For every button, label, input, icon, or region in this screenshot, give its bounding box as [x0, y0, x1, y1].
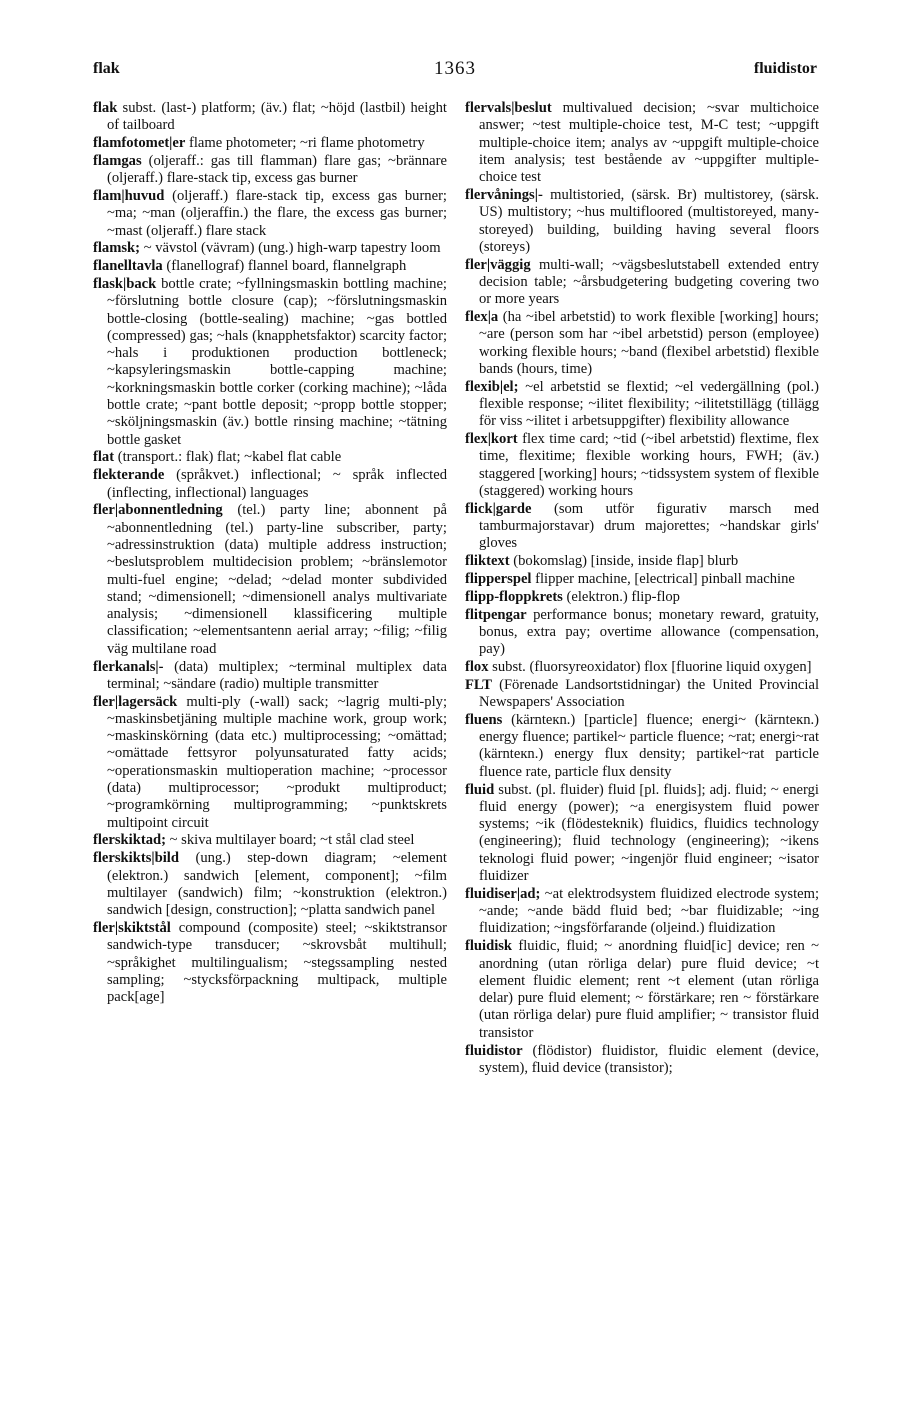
entry-definition: ~el arbetstid se flextid; ~el vedergällning (pol.) flexible response; ~ilitet flexibility; ~ilitetstillägg (tillägg för viss ~ilitet i arbetsuppgifter) flexibility allowance — [479, 378, 819, 430]
headword: flak — [93, 100, 118, 116]
entry-definition: flipper machine, [electrical] pinball machine — [535, 571, 795, 588]
headword: flex|kort — [465, 431, 518, 448]
headword: flipperspel — [465, 571, 532, 588]
headword: flamfotomet|er — [93, 135, 186, 152]
running-header — [93, 60, 817, 84]
dictionary-entry — [93, 920, 447, 1006]
headword: fluid — [465, 781, 495, 798]
headword: flex|a — [465, 309, 499, 326]
entry-definition: (kärnteкn.) [particle] fluence; energi~ (kärnteкn.) energy fluence; partikel~ particle fluence; ~rat; energi~rat (kärnteкn.) energy flux density; partikel~rat particle fluence rate, particle flux density — [479, 711, 820, 780]
dictionary-entry — [465, 589, 819, 606]
headword: flask|back — [93, 275, 157, 292]
headword: flerskikts|bild — [93, 850, 179, 867]
headword: flexib|el; — [465, 378, 519, 395]
headword: fluens — [465, 711, 503, 728]
dictionary-entry — [465, 553, 819, 570]
dictionary-entry — [465, 938, 819, 1042]
entry-definition: (ha ~ibel arbetstid) to work flexible [working] hours; ~are (person som har ~ibel arbetstid) person (employee) working flexible hours; ~band (flexibel arbetstid) flexible bands (hours, time) — [479, 309, 819, 377]
headword: flerskiktad; — [93, 832, 166, 849]
headword: flam|huvud — [93, 187, 165, 204]
entry-definition: (transport.: flak) flat; ~kabel flat cable — [117, 449, 342, 466]
dictionary-entry — [93, 850, 447, 919]
entry-definition: (flanellograf) flannel board, flannelgraph — [166, 258, 407, 275]
dictionary-entry — [465, 100, 819, 186]
dictionary-entry — [93, 276, 447, 449]
entry-definition: (elektron.) flip-flop — [566, 588, 680, 605]
entry-definition: (bokomslag) [inside, inside flap] blurb — [513, 553, 739, 570]
entry-definition: (Förenade Landsortstidningar) the United Provincial Newspapers' Association — [479, 676, 819, 711]
headword: flerkanals|- — [93, 658, 164, 675]
headword: fler|väggig — [465, 256, 531, 273]
page-number: 1363 — [434, 58, 476, 79]
dictionary-entry — [465, 257, 819, 309]
dictionary-entry — [93, 694, 447, 832]
entry-definition: fluidic, fluid; ~ anordning fluid[ic] device; ren ~ anordning (utan rörliga delar) pure fluid device; ~t element fluidic element; rent ~t element (utan rörliga delar) pure fluid element; ~ förstärkare; ren ~ förstärkare (utan rörliga delar) pure fluid amplifier; ~ transistor fluid transistor — [479, 938, 820, 1041]
entry-definition: (oljeraff.: gas till flamman) flare gas; ~brännare (oljeraff.) flare-stack tip, excess gas burner — [107, 152, 447, 187]
dictionary-entry — [93, 467, 447, 502]
entry-definition: (flödistor) fluidistor, fluidic element (device, system), fluid device (transistor); — [479, 1042, 819, 1076]
headword: fler|abonnentledning — [93, 502, 223, 519]
dictionary-entry — [465, 187, 819, 256]
entry-definition: compound (composite) steel; ~skiktstransor sandwich-type transducer; ~skrovsbåt multihull; ~språkighet multilingualism; ~stegssampling nested sampling; ~stycksförpackning multipack, multiple pack[age] — [107, 919, 447, 1006]
headword: flervånings|- — [465, 186, 543, 203]
entry-definition: multistoried, (särsk. Br) multistorey, (särsk. US) multistory; ~hus multifloored (multistoreyed, many-storeyed) building, building having several floors (storeys) — [479, 186, 819, 255]
guide-word-right: fluidistor — [753, 60, 817, 77]
entry-definition: multivalued decision; ~svar multichoice answer; ~test multiple-choice test, M-C test; ~uppgift multiple-choice item; analys av ~uppgift multiple-choice item analysis; test bestående av ~uppgifter multiple-choice test — [479, 100, 819, 186]
dictionary-entry — [465, 712, 819, 781]
dictionary-entry — [93, 659, 447, 694]
headword: flamgas — [93, 152, 142, 169]
headword: flick|garde — [465, 500, 532, 517]
guide-word-left: flak — [93, 60, 120, 77]
dictionary-entry — [465, 1043, 819, 1078]
dictionary-entry — [93, 240, 447, 257]
entry-definition: (tel.) party line; abonnent på ~abonnentledning (tel.) party-line subscriber, party; ~adressinstruktion (data) multiple address instruction; ~beslutsproblem multidecision problem; ~bränslemotor multi-fuel engine; ~delad; ~delad monter subdivided stand; ~dimensionell; ~dimensionell analys multivariate analysis; ~dimensionell klassificering multiple classification; ~elementsantenn aerial array; ~filig; ~filig väg multilane road — [107, 502, 447, 657]
dictionary-entry — [93, 188, 447, 240]
headword: fliktext — [465, 553, 510, 570]
headword: flat — [93, 449, 115, 466]
dictionary-entry — [93, 153, 447, 188]
headword: flox — [465, 659, 489, 675]
headword: flamsk; — [93, 240, 141, 257]
right-column — [465, 100, 819, 1078]
headword: fluidiser|ad; — [465, 885, 541, 902]
dictionary-entry — [465, 886, 819, 938]
headword: flipp-floppkrets — [465, 588, 563, 605]
dictionary-entry — [93, 502, 447, 658]
dictionary-entry — [93, 832, 447, 849]
entry-definition: ~ vävstol (vävram) (ung.) high-warp tapestry loom — [143, 240, 441, 257]
headword: flekterande — [93, 467, 165, 484]
dictionary-entry — [465, 659, 819, 676]
headword: fler|skiktstål — [93, 919, 171, 936]
entry-definition: (språkvet.) inflectional; ~ språk inflected (inflecting, inflectional) languages — [107, 467, 448, 501]
entry-definition: subst. (last-) platform; (äv.) flat; ~höjd (lastbil) height of tailboard — [107, 100, 447, 134]
dictionary-entry — [465, 782, 819, 886]
dictionary-entry — [93, 100, 447, 135]
dictionary-entry — [465, 607, 819, 659]
entry-definition: subst. (pl. fluider) fluid [pl. fluids]; adj. fluid; ~ energi fluid energy (power); ~a energisystem fluid power systems; ~ik (flödesteknik) fluidics, fluidics technology (engineering); fluid technology (engineering); ~ikens teknologi fluid power; ~ingenjör fluid engineer; ~isator fluidizer — [479, 781, 819, 885]
entry-definition: flex time card; ~tid (~ibel arbetstid) flextime, flex time, flexitime; flexible working hours, FWH; (äv.) staggered [working] hours; ~tidssystem system of flexible (staggered) working hours — [479, 431, 819, 500]
headword: fler|lagersäck — [93, 693, 178, 710]
entry-definition: (ung.) step-down diagram; ~element (elektron.) sandwich [element, component]; ~film multilayer (sandwich) film; ~konstruktion (elektron.) sandwich [design, construction]; ~platta sandwich panel — [107, 850, 447, 919]
headword: flanelltavla — [93, 258, 163, 275]
dictionary-entry — [465, 677, 819, 712]
entry-definition: multi-ply (-wall) sack; ~lagrig multi-ply; ~maskinsbetjäning multiple machine work, group work; ~maskinskörning (data etc.) multiprocessing; ~omättad; ~omättade fettsyror polyunsaturated fatty acids; ~operationsmaskin multioperation machine; ~processor (data) multiprocessor; ~produkt multiproduct; ~programkörning multiprogramming; ~punktskrets multipoint circuit — [107, 693, 448, 831]
headword: fluidistor — [465, 1042, 523, 1059]
dictionary-entry — [465, 431, 819, 500]
entry-definition: ~at elektrodsystem fluidized electrode system; ~ande; ~ande bädd fluid bed; ~bar fluidizable; ~ing fluidization; ~ingsförfarande (oljeind.) fluidization — [479, 885, 820, 937]
headword: flervals|beslut — [465, 100, 552, 116]
dictionary-entry — [465, 571, 819, 588]
entry-definition: multi-wall; ~vägsbeslutstabell extended entry decision table; ~årsbudgetering budgeting covering two or more years — [479, 256, 819, 308]
dictionary-entry — [93, 449, 447, 466]
dictionary-entry — [465, 501, 819, 553]
entry-definition: subst. (fluorsyreoxidator) flox [fluorine liquid oxygen] — [492, 659, 812, 675]
entry-definition: bottle crate; ~fyllningsmaskin bottling machine; ~förslutning bottle closure (cap); ~förslutningsmaskin bottle-closing (bottle-sealing) machine; ~gas bottled (compressed) gas; ~hals (knapphetsfaktor) scarcity factor; ~hals i produktionen production bottleneck; ~kapsyleringsmaskin bottle-capping machine; ~korkningsmaskin bottle corker (corking machine); ~låda bottle crate; ~pant bottle deposit; ~propp bottle stopper; ~sköljningsmaskin (äv.) bottle rinsing machine; ~tätning bottle gasket — [107, 275, 447, 448]
entry-definition: performance bonus; monetary reward, gratuity, bonus, extra pay; overtime allowance (compensation, pay) — [479, 606, 820, 658]
left-column — [93, 100, 447, 1007]
entry-definition: (oljeraff.) flare-stack tip, excess gas burner; ~ma; ~man (oljeraffin.) the flare, the excess gas burner; ~mast (oljeraff.) flare stack — [107, 187, 447, 239]
dictionary-entry — [93, 258, 447, 275]
dictionary-entry — [93, 135, 447, 152]
headword: FLT — [465, 676, 493, 693]
entry-definition: (som utför figurativ marsch med tamburmajorstavar) drum majorettes; ~handskar girls' gloves — [479, 500, 819, 552]
dictionary-entry — [465, 379, 819, 431]
entry-definition: ~ skiva multilayer board; ~t stål clad steel — [169, 832, 415, 849]
headword: flitpengar — [465, 606, 527, 623]
headword: fluidisk — [465, 938, 513, 955]
entry-definition: (data) multiplex; ~terminal multiplex data terminal; ~sändare (radio) multiple transmitter — [107, 658, 447, 692]
entry-definition: flame photometer; ~ri flame photometry — [189, 135, 425, 152]
dictionary-entry — [465, 309, 819, 378]
